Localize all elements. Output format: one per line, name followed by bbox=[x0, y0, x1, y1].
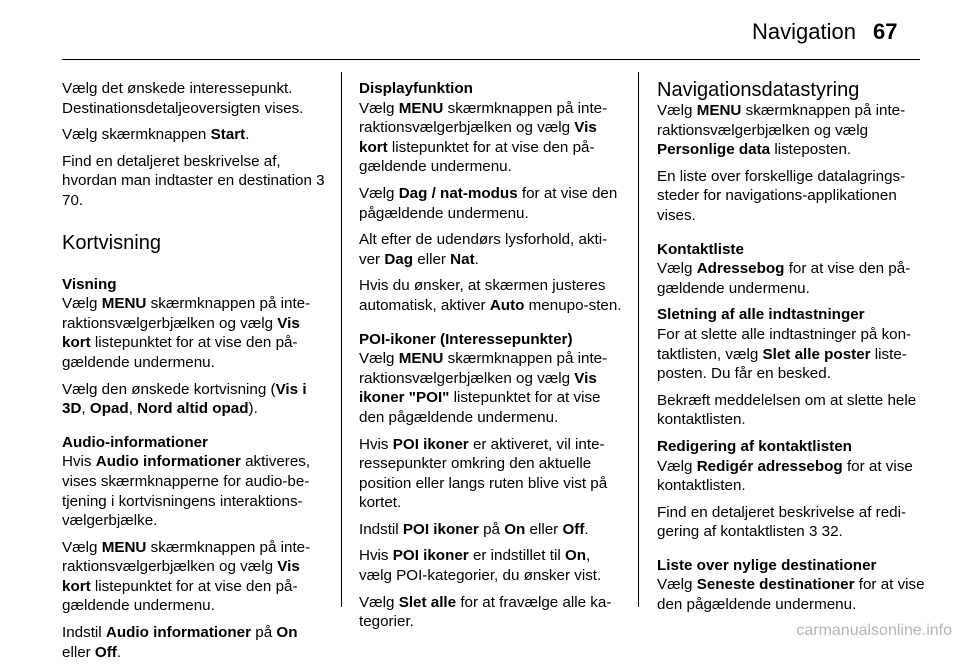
page-title: Navigation bbox=[752, 19, 856, 44]
paragraph: Vælg Seneste destinationer for at vise den pågældende undermenu. bbox=[657, 576, 925, 614]
section-heading: Navigationsdatastyring bbox=[657, 79, 860, 101]
paragraph: Hvis POI ikoner er aktiveret, vil inte-ressepunkter omkring den aktuelle position eller langs ruten blive vist på kortet. bbox=[359, 435, 608, 512]
page-header bbox=[0, 0, 960, 60]
paragraph: Alt efter de udendørs lysforhold, akti-ver Dag eller Nat. bbox=[359, 231, 608, 268]
page-reference-link[interactable]: 3 32. bbox=[808, 523, 843, 541]
header-rule bbox=[62, 59, 920, 60]
paragraph: Bekræft meddelelsen om at slette hele kontaktlisten. bbox=[657, 391, 917, 429]
paragraph: Indstil Audio informationer på On eller Off. bbox=[62, 624, 298, 661]
paragraph: Vælg Redigér adressebog for at vise kontaktlisten. bbox=[657, 457, 913, 495]
paragraph: Vælg MENU skærmknappen på inte-raktionsvælgerbjælken og vælg Vis ikoner "POI" listepunktet for at vise den pågældende undermenu. bbox=[359, 350, 608, 426]
column-2 bbox=[359, 79, 624, 639]
paragraph: Vælg MENU skærmknappen på inte-raktionsvælgerbjælken og vælg Personlige data listeposten. bbox=[657, 102, 906, 159]
paragraph: Find en detaljeret beskrivelse af redi-gering af kontaktlisten 3 32. bbox=[657, 503, 907, 541]
paragraph: Vælg skærmknappen Start. bbox=[62, 126, 250, 144]
section-heading: Kortvisning bbox=[62, 231, 161, 254]
subheading: Liste over nylige destinationer bbox=[657, 556, 877, 574]
column-divider-1 bbox=[341, 72, 342, 607]
paragraph: Indstil POI ikoner på On eller Off. bbox=[359, 520, 589, 538]
paragraph: Vælg den ønskede kortvisning (Vis i 3D, Opad, Nord altid opad). bbox=[62, 380, 307, 418]
subheading: Redigering af kontaktlisten bbox=[657, 437, 852, 455]
subheading: Kontaktliste bbox=[657, 240, 744, 258]
subheading: POI-ikoner (Interessepunkter) bbox=[359, 330, 573, 348]
page-number: 67 bbox=[873, 19, 898, 44]
page-reference-link[interactable]: 3 70. bbox=[62, 172, 325, 209]
column-1 bbox=[62, 79, 330, 669]
subheading: Audio-informationer bbox=[62, 433, 208, 451]
paragraph: Vælg det ønskede interessepunkt. Destinationsdetaljeoversigten vises. bbox=[62, 80, 304, 117]
paragraph: Hvis POI ikoner er indstillet til On, vælg POI-kategorier, du ønsker vist. bbox=[359, 547, 602, 585]
paragraph: Vælg Slet alle for at fravælge alle ka-tegorier. bbox=[359, 593, 612, 631]
paragraph: Vælg Dag / nat-modus for at vise den pågældende undermenu. bbox=[359, 184, 618, 222]
paragraph: For at slette alle indtastninger på kon-taktlisten, vælg Slet alle poster liste-posten. Du får en besked. bbox=[657, 325, 912, 383]
column-divider-2 bbox=[638, 72, 639, 607]
paragraph: Hvis Audio informationer aktiveres, vises skærmknapperne for audio-be-tjening i kortvisningens interaktions-vælgerbjælke. bbox=[62, 453, 311, 530]
subheading: Sletning af alle indtastninger bbox=[657, 306, 865, 324]
subheading: Visning bbox=[62, 275, 117, 293]
paragraph: En liste over forskellige datalagrings-steder for navigations-applikationen vises. bbox=[657, 167, 906, 224]
paragraph: Vælg Adressebog for at vise den på-gældende undermenu. bbox=[657, 260, 911, 297]
paragraph: Vælg MENU skærmknappen på inte-raktionsvælgerbjælken og vælg Vis kort listepunktet for at vise den på-gældende undermenu. bbox=[62, 538, 311, 615]
column-3 bbox=[657, 79, 925, 622]
paragraph: Hvis du ønsker, at skærmen justeres automatisk, aktiver Auto menupo-sten. bbox=[359, 277, 622, 314]
paragraph: Vælg MENU skærmknappen på inte-raktionsvælgerbjælken og vælg Vis kort listepunktet for at vise den på-gældende undermenu. bbox=[359, 99, 608, 176]
watermark: carmanualsonline.info bbox=[796, 622, 952, 639]
subheading: Displayfunktion bbox=[359, 80, 473, 97]
paragraph: Find en detaljeret beskrivelse af, hvordan man indtaster en destination 3 70. bbox=[62, 152, 325, 209]
paragraph: Vælg MENU skærmknappen på inte-raktionsvælgerbjælken og vælg Vis kort listepunktet for at vise den på-gældende undermenu. bbox=[62, 295, 311, 371]
